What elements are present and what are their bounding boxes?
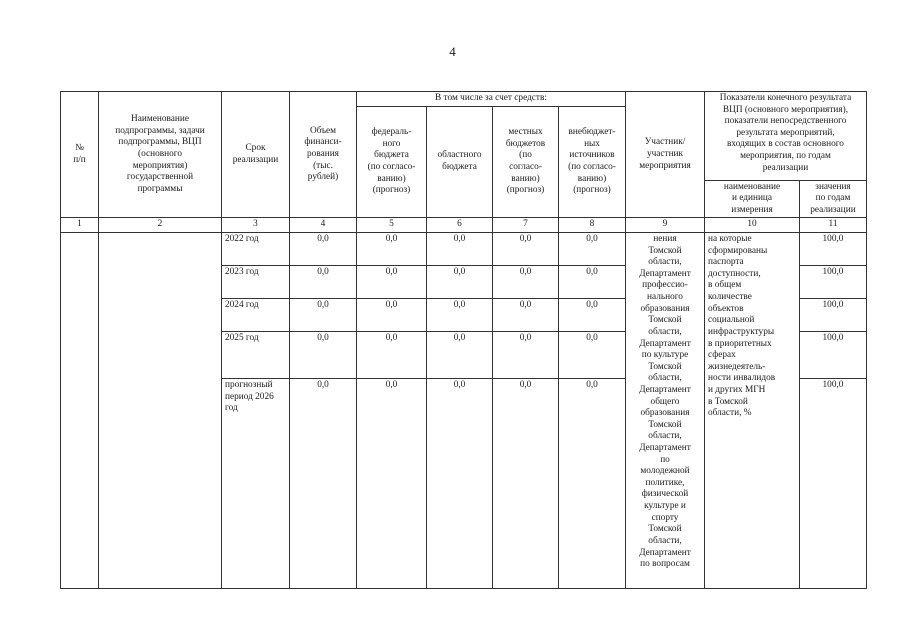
period-cell: 2023 год xyxy=(222,266,290,299)
federal-cell: 0,0 xyxy=(357,332,427,379)
col-number: 1 xyxy=(61,218,99,233)
header-indicator-name: наименование и единица измерения xyxy=(705,180,800,218)
federal-cell: 0,0 xyxy=(357,266,427,299)
indicator-value-cell: 100,0 xyxy=(800,379,867,589)
header-participant: Участник/ участник мероприятия xyxy=(626,92,705,218)
total-cell: 0,0 xyxy=(290,233,357,266)
federal-cell: 0,0 xyxy=(357,233,427,266)
col-number: 5 xyxy=(357,218,427,233)
page-number: 4 xyxy=(449,44,456,59)
total-cell: 0,0 xyxy=(290,266,357,299)
col-number: 7 xyxy=(493,218,559,233)
total-cell: 0,0 xyxy=(290,332,357,379)
offbudget-cell: 0,0 xyxy=(559,299,626,332)
header-total: Объем финанси- рования (тыс. рублей) xyxy=(290,92,357,218)
local-cell: 0,0 xyxy=(493,379,559,589)
regional-cell: 0,0 xyxy=(427,299,493,332)
local-cell: 0,0 xyxy=(493,332,559,379)
program-table xyxy=(60,91,867,589)
header-indicators: Показатели конечного результата ВЦП (основного мероприятия), показатели непосредственного результата мероприятий, входящих в состав основного мероприятия, по годам реализации xyxy=(705,92,867,181)
offbudget-cell: 0,0 xyxy=(559,233,626,266)
participant-cell: нения Томской области, Департамент профессио- нального образования Томской области, Департамент по культуре Томской области, Департамент общего образования Томской области, Департамент по молодежной политике, физической культуре и спорту Томской области, Департамент по вопросам xyxy=(626,233,705,589)
total-cell: 0,0 xyxy=(290,299,357,332)
period-cell: прогнозный период 2026 год xyxy=(222,379,290,589)
regional-cell: 0,0 xyxy=(427,332,493,379)
federal-cell: 0,0 xyxy=(357,299,427,332)
period-cell: 2025 год xyxy=(222,332,290,379)
regional-cell: 0,0 xyxy=(427,379,493,589)
offbudget-cell: 0,0 xyxy=(559,379,626,589)
local-cell: 0,0 xyxy=(493,266,559,299)
header-group-sources: В том числе за счет средств: xyxy=(357,92,626,107)
indicator-value-cell: 100,0 xyxy=(800,266,867,299)
period-cell: 2022 год xyxy=(222,233,290,266)
indicator-name-cell: на которые сформированы паспорта доступности, в общем количестве объектов социальной инфраструктуры в приоритетных сферах жизнедеятель- ности инвалидов и других МГН в Томской области, % xyxy=(705,233,800,589)
col-number: 6 xyxy=(427,218,493,233)
table-row xyxy=(61,233,867,266)
header-indicator-value: значения по годам реализации xyxy=(800,180,867,218)
header-number: № п/п xyxy=(61,92,99,218)
col-number: 9 xyxy=(626,218,705,233)
regional-cell: 0,0 xyxy=(427,233,493,266)
regional-cell: 0,0 xyxy=(427,266,493,299)
header-federal: федераль- ного бюджета (по согласо- ванию) (прогноз) xyxy=(357,106,427,218)
header-period: Срок реализации xyxy=(222,92,290,218)
offbudget-cell: 0,0 xyxy=(559,266,626,299)
federal-cell: 0,0 xyxy=(357,379,427,589)
offbudget-cell: 0,0 xyxy=(559,332,626,379)
col-number: 11 xyxy=(800,218,867,233)
header-regional: областного бюджета xyxy=(427,106,493,218)
header-offbudget: внебюджет- ных источников (по согласо- ванию) (прогноз) xyxy=(559,106,626,218)
col-number: 8 xyxy=(559,218,626,233)
indicator-value-cell: 100,0 xyxy=(800,299,867,332)
col-number: 3 xyxy=(222,218,290,233)
period-cell: 2024 год xyxy=(222,299,290,332)
empty-name-cell xyxy=(99,233,222,589)
header-name: Наименование подпрограммы, задачи подпрограммы, ВЦП (основного мероприятия) государственной программы xyxy=(99,92,222,218)
indicator-value-cell: 100,0 xyxy=(800,233,867,266)
col-number: 4 xyxy=(290,218,357,233)
empty-number-cell xyxy=(61,233,99,589)
local-cell: 0,0 xyxy=(493,233,559,266)
header-local: местных бюджетов (по согласо- ванию) (прогноз) xyxy=(493,106,559,218)
local-cell: 0,0 xyxy=(493,299,559,332)
col-number: 2 xyxy=(99,218,222,233)
col-number: 10 xyxy=(705,218,800,233)
indicator-value-cell: 100,0 xyxy=(800,332,867,379)
total-cell: 0,0 xyxy=(290,379,357,589)
